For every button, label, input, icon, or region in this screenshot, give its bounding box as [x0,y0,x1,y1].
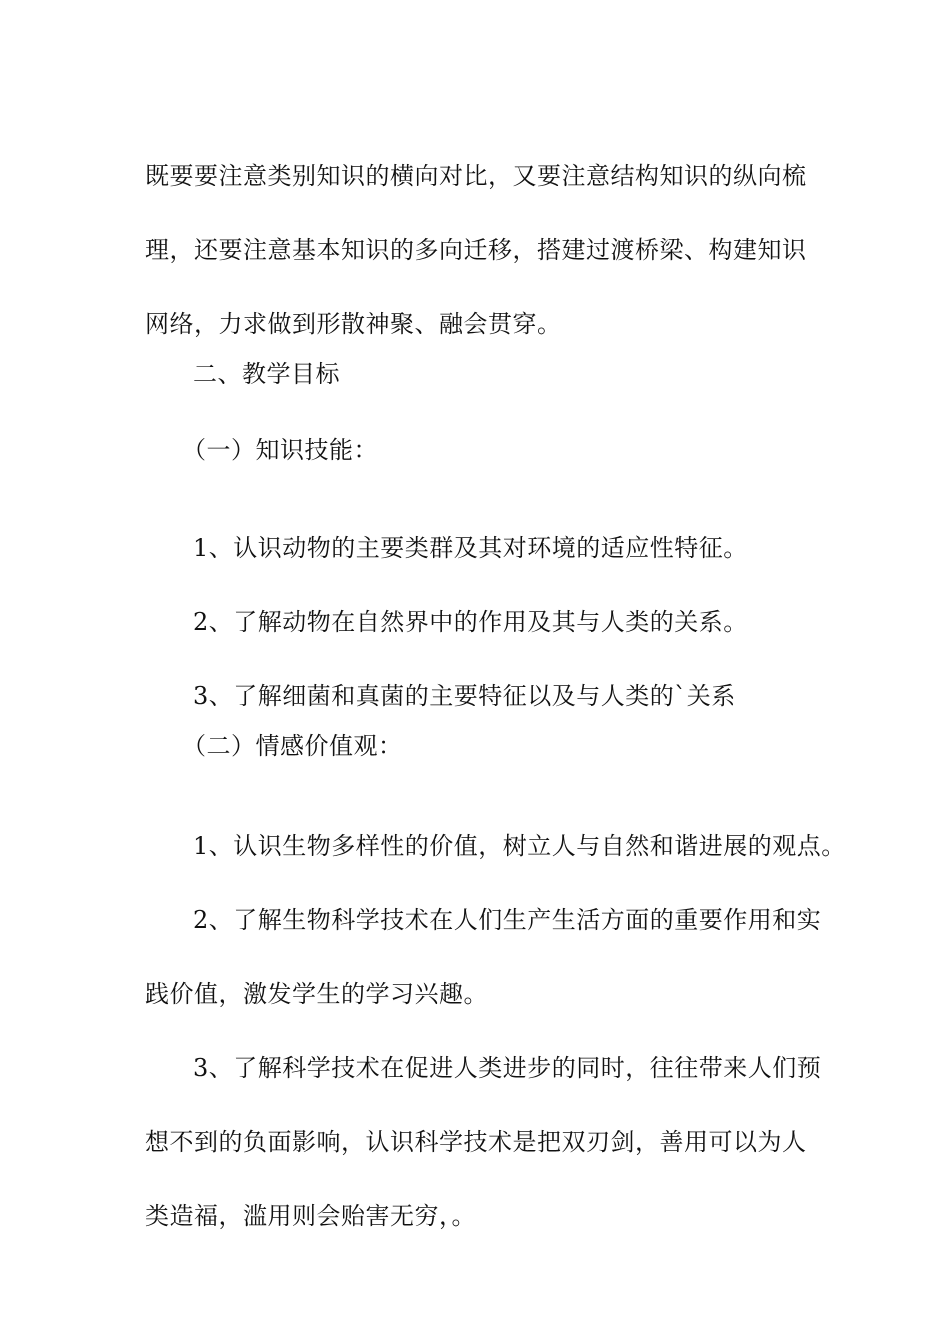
paragraph-line: 类造福，滥用则会贻害无穷，。 [145,1202,476,1230]
subsection-heading: （一）知识技能： [182,436,378,464]
paragraph-line: 既要要注意类别知识的横向对比，又要注意结构知识的纵向梳 [145,162,807,190]
section-heading: 二、教学目标 [193,360,340,388]
list-item: 1、认识生物多样性的价值，树立人与自然和谐进展的观点。 [193,832,846,860]
paragraph-line: 网络，力求做到形散神聚、融会贯穿。 [145,310,562,338]
list-item: 2、了解动物在自然界中的作用及其与人类的关系。 [193,608,748,636]
list-item: 2、了解生物科学技术在人们生产生活方面的重要作用和实 [193,906,822,934]
list-item: 1、认识动物的主要类群及其对环境的适应性特征。 [193,534,748,562]
paragraph-line: 践价值，激发学生的学习兴趣。 [145,980,488,1008]
list-item: 3、了解科学技术在促进人类进步的同时，往往带来人们预 [193,1054,822,1082]
list-item: 3、了解细菌和真菌的主要特征以及与人类的`关系 [193,682,736,710]
paragraph-line: 想不到的负面影响，认识科学技术是把双刃剑，善用可以为人 [145,1128,807,1156]
subsection-heading: （二）情感价值观： [182,732,403,760]
paragraph-line: 理，还要注意基本知识的多向迁移，搭建过渡桥梁、构建知识 [145,236,807,264]
